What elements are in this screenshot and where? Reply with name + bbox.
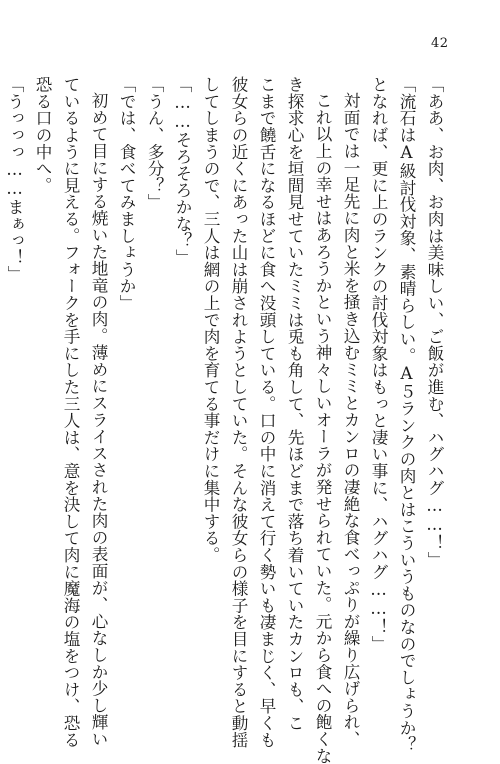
vertical-text-body: [5, 76, 448, 764]
text-line: 「うっっっ……まぁっ！」: [5, 76, 24, 283]
text-line: これ以上の幸せはあろうかという神々しいオーラが発せられていた。元から食への飽くな: [313, 92, 332, 764]
text-line: こまで饒舌になるほどに食へ没頭している。口の中に消えて行く勢いも凄まじく、早くも: [257, 76, 276, 748]
text-line: 恐る口の中へ。: [33, 76, 52, 194]
text-line: 対面では一足先に肉と米を掻き込むミミとカンロの凄絶な食べっぷりが繰り広げられ、: [341, 92, 360, 748]
text-line: 彼女らの近くにあった山は崩されようとしていた。そんな彼女らの様子を目にすると動揺: [229, 76, 248, 748]
page-number: 42: [431, 36, 449, 51]
text-line: 「では、食べてみましょうか」: [117, 76, 136, 312]
text-line: き探求心を垣間見せていたミミは兎も角して、先ほどまで落ち着いていたカンロも、こ: [285, 76, 304, 732]
text-line: 「うん、多分？」: [145, 76, 164, 211]
text-line: ているように見える。フォークを手にした三人は、意を決して肉に魔海の塩をつけ、恐る: [61, 76, 80, 748]
text-line: してしまうので、三人は網の上で肉を育てる事だけに集中する。: [201, 76, 220, 564]
text-line: となれば、更に上のランクの討伐対象はもっと凄い事に、ハグハグ……！」: [369, 76, 388, 652]
text-line: 「……そろそろかな？」: [173, 76, 192, 266]
text-line: 初めて目にする焼いた地竜の肉。薄めにスライスされた肉の表面が、心なしか少し輝い: [89, 92, 108, 748]
text-line: 「流石はA級討伐対象、素晴らしい。A５ランクの肉とはこういうものなのでしょうか？: [397, 76, 416, 753]
text-line: 「ああ、お肉、お肉は美味しい、ご飯が進む、ハグハグ……！」: [425, 76, 444, 568]
